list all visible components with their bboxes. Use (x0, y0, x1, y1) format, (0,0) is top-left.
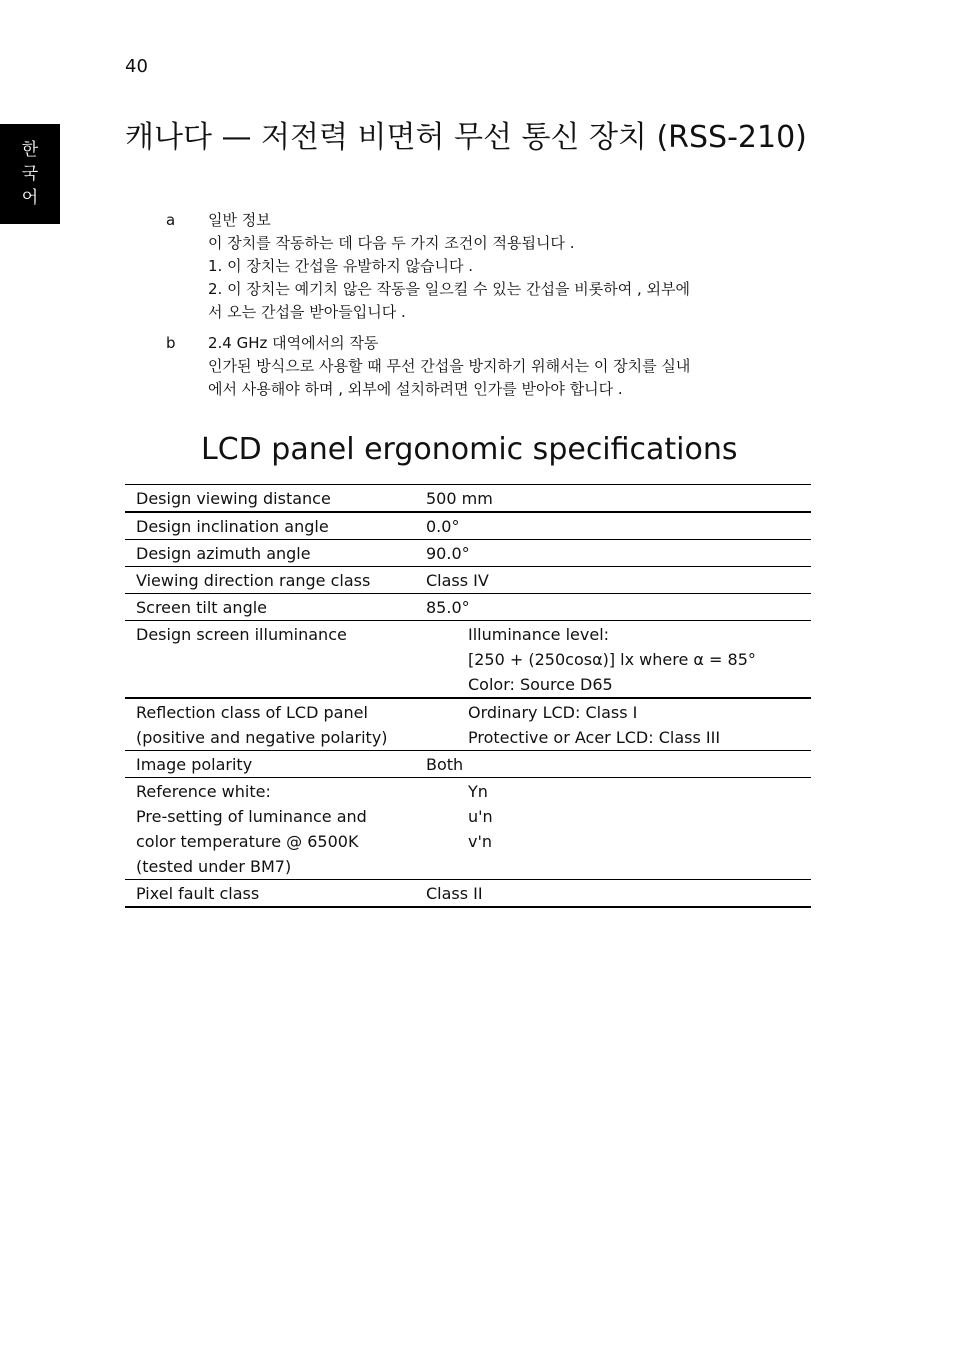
table-row (125, 485, 811, 513)
spec-value: Yn (468, 782, 488, 801)
spec-value: u'n (468, 807, 493, 826)
table-row (125, 567, 811, 594)
table-row (125, 778, 811, 880)
spec-label: Reference white: (136, 782, 271, 801)
table-row (125, 594, 811, 621)
spec-value-cell (426, 778, 811, 880)
spec-label: color temperature @ 6500K (136, 832, 359, 851)
spec-label: (tested under BM7) (136, 857, 292, 876)
spec-label: Reflection class of LCD panel (136, 703, 368, 722)
table-row (125, 698, 811, 751)
spec-label: Viewing direction range class (136, 571, 371, 590)
note-line: 2. 이 장치는 예기치 않은 작동을 일으킬 수 있는 간섭을 비롯하여 , 외부에 (208, 280, 691, 298)
spec-value-cell (426, 567, 811, 594)
table-row (125, 621, 811, 699)
note-body (208, 209, 812, 324)
spec-label-cell (125, 880, 426, 908)
table-row (125, 512, 811, 540)
page-number: 40 (125, 56, 148, 77)
table-row (125, 540, 811, 567)
spec-label: Design viewing distance (136, 489, 331, 508)
spec-label-cell (125, 540, 426, 567)
spec-value: Both (426, 755, 464, 774)
spec-value: Color: Source D65 (468, 675, 613, 694)
spec-label: Pre-setting of luminance and (136, 807, 367, 826)
spec-label: (positive and negative polarity) (136, 728, 388, 747)
section-heading-canada: 캐나다 — 저전력 비면허 무선 통신 장치 (RSS-210) (125, 120, 807, 155)
spec-label-cell (125, 778, 426, 880)
note-line: 에서 사용해야 하며 , 외부에 설치하려면 인가를 받아야 합니다 . (208, 380, 623, 398)
spec-value: 90.0° (426, 544, 470, 563)
note-line: 2.4 GHz 대역에서의 작동 (208, 334, 379, 352)
spec-value-cell (426, 880, 811, 908)
note-a (166, 209, 826, 324)
spec-label: Design inclination angle (136, 517, 329, 536)
spec-label-cell (125, 567, 426, 594)
side-tab-char: 국 (21, 164, 39, 184)
note-letter: b (166, 334, 176, 352)
notes-list (166, 209, 826, 409)
note-letter: a (166, 211, 176, 229)
side-tab-char: 한 (21, 140, 39, 160)
spec-label-cell (125, 698, 426, 751)
spec-label: Screen tilt angle (136, 598, 268, 617)
table-row (125, 751, 811, 778)
spec-value: Ordinary LCD: Class I (468, 703, 638, 722)
spec-value: 0.0° (426, 517, 460, 536)
spec-label-cell (125, 751, 426, 778)
spec-table-title: LCD panel ergonomic specifications (201, 432, 738, 467)
spec-value: v'n (468, 832, 493, 851)
spec-value: Class IV (426, 571, 489, 590)
spec-value: Illuminance level: (468, 625, 610, 644)
spec-table (125, 484, 811, 908)
spec-label: Pixel fault class (136, 884, 260, 903)
spec-label-cell (125, 594, 426, 621)
language-side-tab (0, 124, 60, 224)
spec-label: Image polarity (136, 755, 253, 774)
spec-value: 500 mm (426, 489, 493, 508)
note-line: 서 오는 간섭을 받아들입니다 . (208, 303, 406, 321)
spec-label-cell (125, 621, 426, 699)
spec-value: Class II (426, 884, 483, 903)
spec-value: [250 + (250cosα)] lx where α = 85° (468, 650, 756, 669)
spec-value-cell (426, 485, 811, 513)
spec-value-cell (426, 751, 811, 778)
note-line: 이 장치를 작동하는 데 다음 두 가지 조건이 적용됩니다 . (208, 234, 575, 252)
spec-value: Protective or Acer LCD: Class III (468, 728, 721, 747)
note-b (166, 332, 826, 401)
spec-label: Design screen illuminance (136, 625, 347, 644)
spec-label: Design azimuth angle (136, 544, 311, 563)
spec-label-cell (125, 485, 426, 513)
table-row (125, 880, 811, 908)
note-body (208, 332, 812, 401)
note-line: 인가된 방식으로 사용할 때 무선 간섭을 방지하기 위해서는 이 장치를 실내 (208, 357, 691, 375)
spec-value-cell (426, 540, 811, 567)
note-line: 1. 이 장치는 간섭을 유발하지 않습니다 . (208, 257, 474, 275)
spec-value: 85.0° (426, 598, 470, 617)
side-tab-char: 어 (21, 188, 39, 208)
spec-value-cell (426, 594, 811, 621)
spec-label-cell (125, 512, 426, 540)
spec-value-cell (426, 698, 811, 751)
spec-value-cell (426, 512, 811, 540)
note-line: 일반 정보 (208, 211, 271, 229)
spec-value-cell (426, 621, 811, 699)
